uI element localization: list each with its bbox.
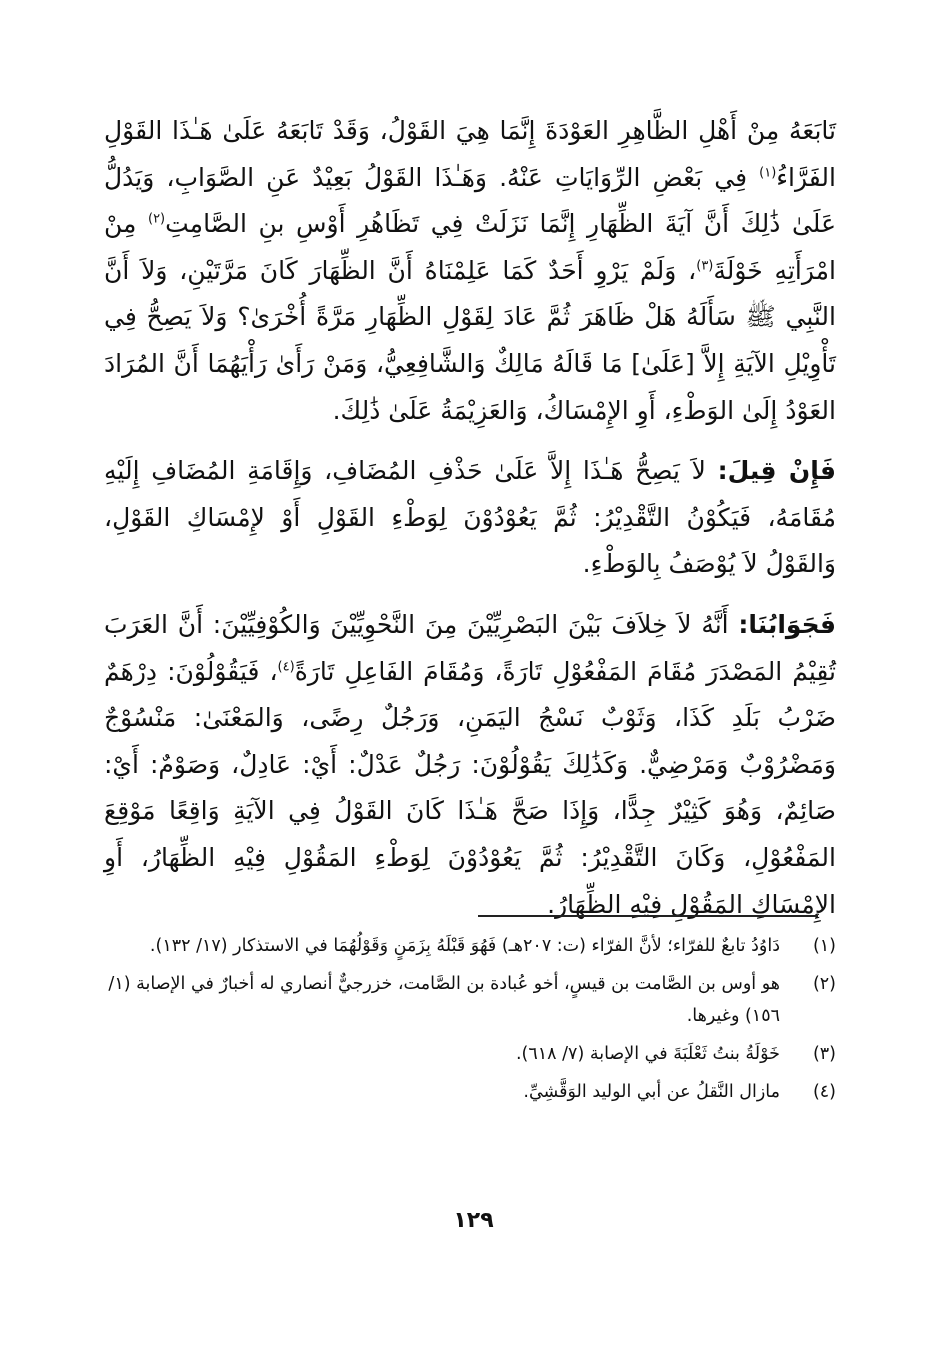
paragraph-1-part-b: فِي بَعْضِ الرِّوَايَاتِ عَنْهُ. وَهَـٰذَا القَوْلُ بَعِيْدٌ عَنِ الصَّوَابِ، وَيَدُلُّ عَلَىٰ ذَٰلِكَ أَنَّ آيَةَ الظِّهَارِ إِنَّمَا نَزَلَتْ فِي تَظَاهُرِ أَوْسِ بنِ الصَّامِتِ [104,162,836,239]
footnote-separator [478,915,818,917]
paragraph-1-part-c: مِنْ امْرَأَتِهِ خَوْلَةَ [104,209,836,285]
paragraph-3 [104,602,836,928]
footnote-number: (٢) [812,974,836,994]
main-text [104,108,836,928]
footnote-4 [104,1076,836,1108]
footnote-number: (٣) [812,1044,836,1064]
footnote-ref-2[interactable]: (٢) [147,211,166,227]
footnote-text: مازال النَّقلُ عن أبي الوليد الوَقَّشِيِّ. [523,1082,780,1102]
footnote-ref-3[interactable]: (٣) [696,258,714,274]
footnote-3 [104,1038,836,1070]
paragraph-3-lead: فَجَوَابُنَا: [738,609,836,639]
page-number: ١٢٩ [453,1208,494,1233]
paragraph-1-part-a: تَابَعَهُ مِنْ أَهْلِ الظَّاهِرِ العَوْدَةَ إِنَّمَا هِيَ القَوْلُ، وَقَدْ تَابَعَهُ عَلَىٰ هَـٰذَا القَوْلِ الفَرَّاءُ [104,116,836,192]
footnote-ref-4[interactable]: (٤) [277,659,295,675]
footnote-1 [104,930,836,962]
footnote-ref-1[interactable]: (١) [759,165,777,181]
footnote-text: هو أوس بن الصَّامت بن قيسٍ، أخو عُبادة بن الصَّامت، خزرجيٌّ أنصاري له أخبارٌ في الإصابة (١/ ١٥٦) وغيرها. [108,974,780,1026]
paragraph-2 [104,448,836,588]
paragraph-2-text: لاَ يَصِحُّ هَـٰذَا إِلاَّ عَلَىٰ حَذْفِ المُضَافِ، وَإِقَامَةِ المُضَافِ إِلَيْهِ مُقَامَهُ، فَيَكُوْنُ التَّقْدِيْرُ: ثُمَّ يَعُوْدُوْنَ لِوَطْءِ القَوْلِ أَوْ لإِمْسَاكِ القَوْلِ، وَالقَوْلُ لاَ يُوْصَفُ بِالوَطْءِ. [104,456,836,579]
footnote-text: خَوْلَةُ بنتُ ثَعْلَبَةَ في الإصابة (٧/ ٦١٨). [515,1044,780,1064]
paragraph-2-lead: فَإِنْ قِيلَ: [717,456,836,486]
paragraph-1 [104,108,836,434]
paragraph-1-part-d: ، وَلَمْ يَرْوِ أَحَدٌ كَمَا عَلِمْنَاهُ أَنَّ الظِّهَارَ كَانَ مَرَّتَيْنِ، وَلاَ أَنَّ النَّبِي ﷺ سَأَلَهُ هَلْ ظَاهَرَ ثُمَّ عَادَ لِقَوْلِ الظِّهَارِ مَرَّةً أُخْرَىٰ؟ وَلاَ يَصِحُّ فِي تَأْوِيْلِ الآيَةِ إِلاَّ [عَلَىٰ] مَا قَالَهُ مَالِكٌ وَالشَّافِعِيُّ، وَمَنْ رَأَىٰ رَأْيَهُمَا أَنَّ المُرَادَ العَوْدُ إِلَىٰ الوَطْءِ، أَوِ الإِمْسَاكُ، وَالعَزِيْمَةُ عَلَىٰ ذَٰلِكَ. [104,255,836,425]
footnote-number: (١) [812,936,836,956]
footnote-text: دَاوُدُ تابعٌ للفرّاء؛ لأنَّ الفرّاء (ت: ٢٠٧هـ) فَهُوَ قَبْلَهُ بِزَمَنٍ وَقَوْلُهُمَا في الاستذكار (١٧/ ١٣٢). [149,936,780,956]
footnote-2 [104,968,836,1032]
paragraph-3-part-a: أَنَّهُ لاَ خِلاَفَ بَيْنَ البَصْرِيِّيْنَ مِنَ النَّحْوِيِّيْنَ وَالكُوْفِيِّيْنَ: أَنَّ العَرَبَ تُقِيْمُ المَصْدَرَ مُقَامَ المَفْعُوْلِ تَارَةً، وَمُقَامَ الفَاعِلِ تَارَةً [104,609,836,686]
footnotes [104,930,836,1114]
footnote-number: (٤) [812,1082,836,1102]
paragraph-3-part-b: ، فَيَقُوْلُوْنَ: دِرْهَمٌ ضَرْبُ بَلَدِ كَذَا، وَثَوْبٌ نَسْجُ اليَمَنِ، وَرَجُلٌ رِضًى، وَالمَعْنَىٰ: مَنْسُوْجٌ وَمَضْرُوْبٌ وَمَرْضِيٌّ. وَكَذَٰلِكَ يَقُوْلُوْنَ: رَجُلٌ عَدْلٌ: أَيْ: عَادِلٌ، وَصَوْمٌ: أَيْ: صَائِمٌ، وَهُوَ كَثِيْرٌ جِدًّا، وَإِذَا صَحَّ هَـٰذَا كَانَ القَوْلُ فِي الآيَةِ وَاقِعًا مَوْقِعَ المَفْعُوْلِ، وَكَانَ التَّقْدِيْرُ: ثُمَّ يَعُوْدُوْنَ لِوَطْءِ المَقُوْلِ فِيْهِ الظِّهَارُ، أَوِ الإِمْسَاكِ المَقُوْلِ فِيْهِ الظِّهَارُ. [104,656,836,919]
